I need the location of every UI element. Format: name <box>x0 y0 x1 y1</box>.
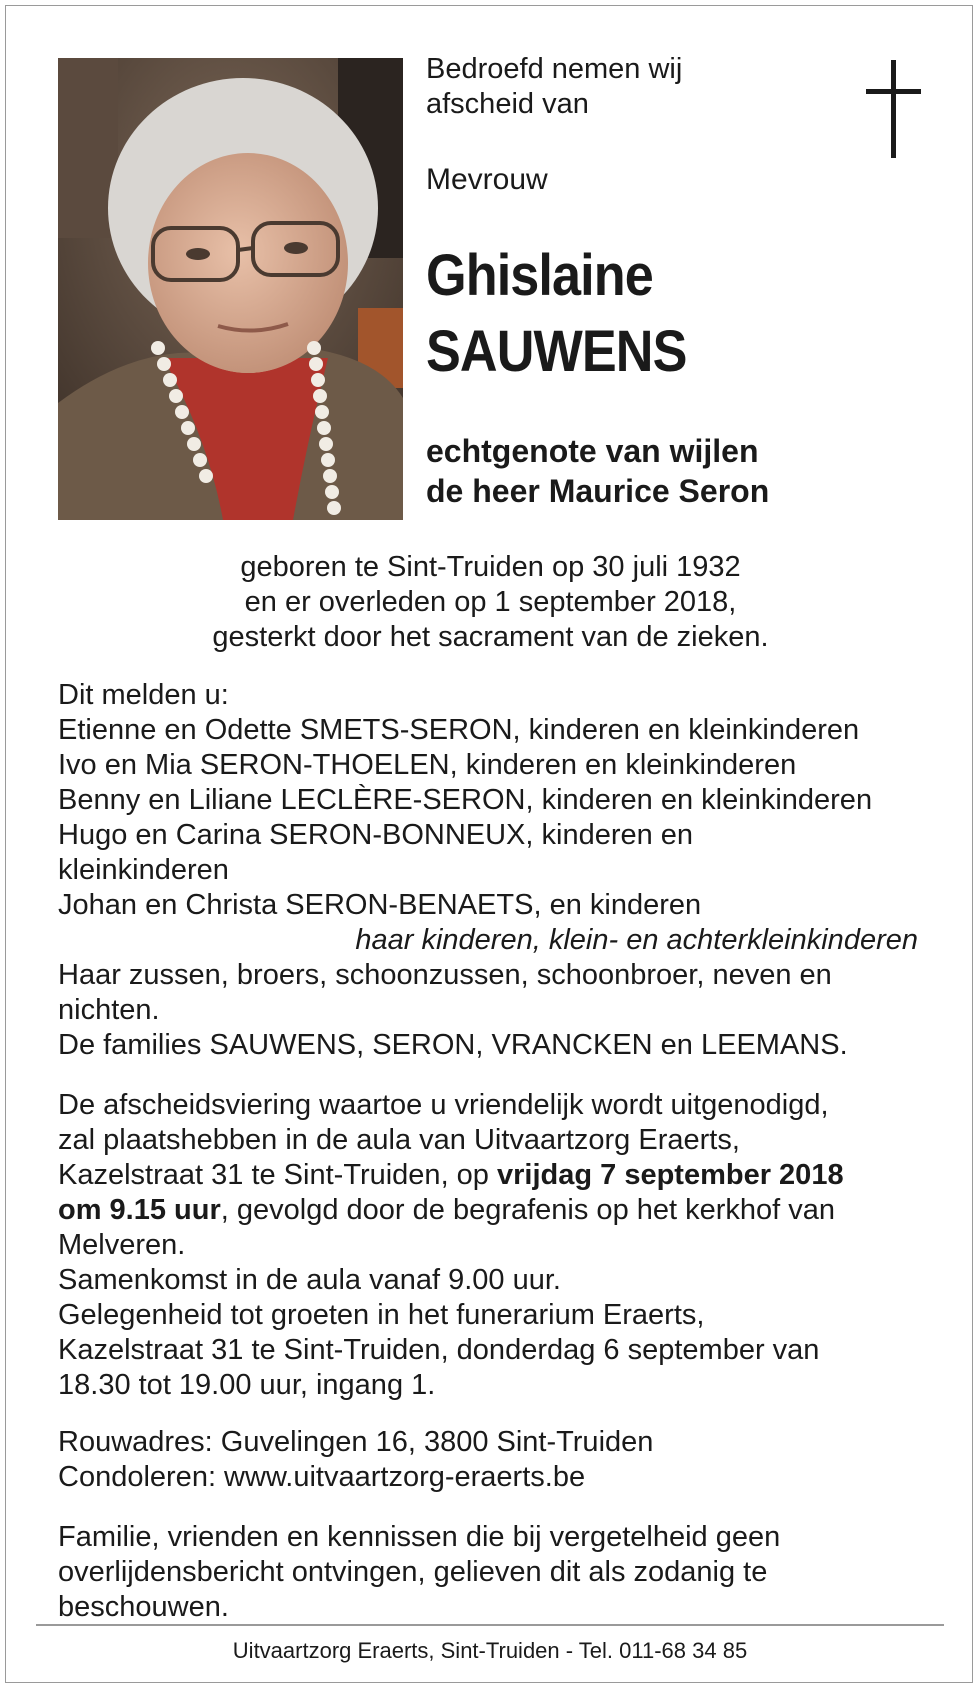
ceremony-line: zal plaatshebben in de aula van Uitvaartzorg Eraerts, <box>58 1124 740 1156</box>
family-line: Etienne en Odette SMETS-SERON, kinderen en kleinkinderen <box>58 714 860 746</box>
portrait-photo <box>58 58 403 520</box>
first-name: Ghislaine <box>426 243 653 308</box>
family-line: Benny en Liliane LECLÈRE-SERON, kinderen en kleinkinderen <box>58 784 873 816</box>
intro-line-2: afscheid van <box>426 88 589 120</box>
intro-line-1: Bedroefd nemen wij <box>426 53 683 85</box>
ceremony-line: De afscheidsviering waartoe u vriendelijk wordt uitgenodigd, <box>58 1089 829 1121</box>
spouse-line-1: echtgenote van wijlen <box>426 433 759 469</box>
ceremony-line <box>58 1193 928 1228</box>
family-other-line: De families SAUWENS, SERON, VRANCKEN en LEEMANS. <box>58 1029 848 1061</box>
spouse-text <box>426 431 769 511</box>
ceremony-location: Kazelstraat 31 te Sint-Truiden, op <box>58 1159 497 1191</box>
family-other-line: nichten. <box>58 994 160 1026</box>
title-mevrouw: Mevrouw <box>426 163 548 196</box>
family-section <box>58 678 928 1063</box>
birth-line-3: gesterkt door het sacrament van de zieken. <box>212 621 769 653</box>
notice-section <box>58 1520 928 1625</box>
family-italic-line: haar kinderen, klein- en achterkleinkinderen <box>355 924 918 956</box>
notice-line: Familie, vrienden en kennissen die bij vergetelheid geen <box>58 1521 781 1553</box>
ceremony-line: 18.30 tot 19.00 uur, ingang 1. <box>58 1369 436 1401</box>
last-name: SAUWENS <box>426 319 687 384</box>
notice-line: overlijdensbericht ontvingen, gelieven dit als zodanig te <box>58 1556 768 1588</box>
ceremony-line: Samenkomst in de aula vanaf 9.00 uur. <box>58 1264 561 1296</box>
ceremony-line <box>58 1158 928 1193</box>
notice-line: beschouwen. <box>58 1591 229 1623</box>
family-line: kleinkinderen <box>58 854 229 886</box>
family-other-line: Haar zussen, broers, schoonzussen, schoonbroer, neven en <box>58 959 832 991</box>
family-heading: Dit melden u: <box>58 679 229 711</box>
ceremony-time: om 9.15 uur <box>58 1194 221 1226</box>
cross-icon <box>862 60 922 160</box>
footer-text: Uitvaartzorg Eraerts, Sint-Truiden - Tel. 011-68 34 85 <box>232 1638 748 1663</box>
footer-divider <box>36 1624 944 1626</box>
birth-death-text <box>58 550 923 655</box>
ceremony-section <box>58 1088 928 1403</box>
intro-text <box>426 52 682 122</box>
ceremony-burial: , gevolgd door de begrafenis op het kerkhof van <box>220 1194 836 1226</box>
family-line: Ivo en Mia SERON-THOELEN, kinderen en kleinkinderen <box>58 749 797 781</box>
ceremony-date: vrijdag 7 september 2018 <box>497 1159 844 1191</box>
family-line: Johan en Christa SERON-BENAETS, en kinderen <box>58 889 702 921</box>
family-line: Hugo en Carina SERON-BONNEUX, kinderen en <box>58 819 694 851</box>
spouse-line-2: de heer Maurice Seron <box>426 473 770 509</box>
ceremony-line: Kazelstraat 31 te Sint-Truiden, donderdag 6 september van <box>58 1334 820 1366</box>
birth-line-2: en er overleden op 1 september 2018, <box>244 586 737 618</box>
ceremony-line: Gelegenheid tot groeten in het funerarium Eraerts, <box>58 1299 705 1331</box>
birth-line-1: geboren te Sint-Truiden op 30 juli 1932 <box>240 551 741 583</box>
ceremony-line: Melveren. <box>58 1229 186 1261</box>
deceased-name <box>426 238 687 390</box>
rouwadres: Rouwadres: Guvelingen 16, 3800 Sint-Truiden <box>58 1426 654 1458</box>
condoleren-link[interactable]: Condoleren: www.uitvaartzorg-eraerts.be <box>58 1461 586 1493</box>
address-section <box>58 1425 928 1495</box>
